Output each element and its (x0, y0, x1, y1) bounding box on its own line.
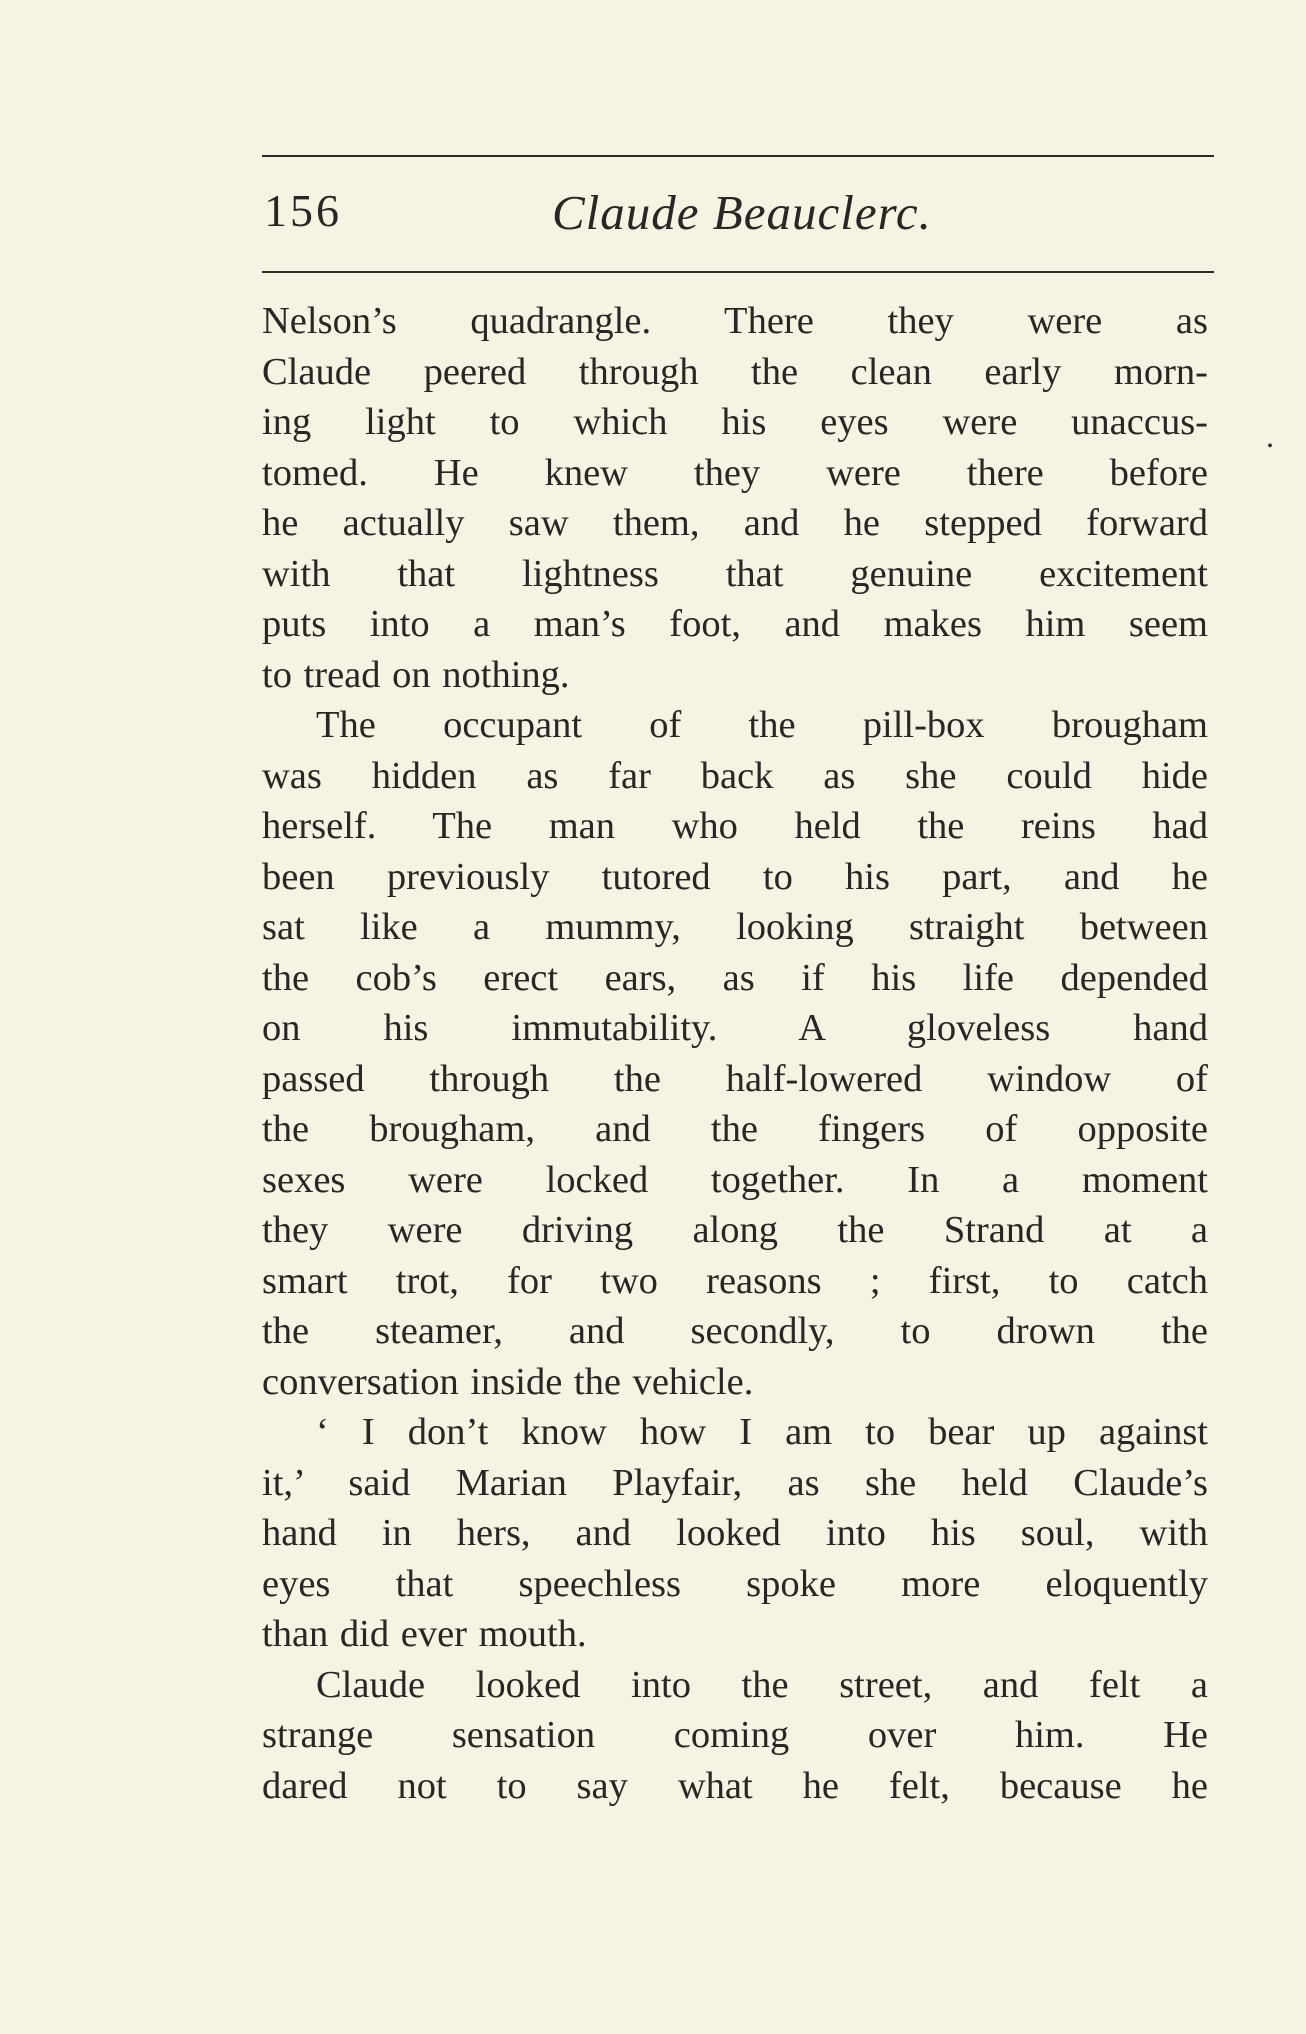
text-line: they were driving along the Strand at a (262, 1209, 1208, 1251)
page-number: 156 (264, 185, 342, 236)
text-line: he actually saw them, and he stepped forward (262, 502, 1208, 544)
text-line: eyes that speechless spoke more eloquently (262, 1562, 1208, 1605)
text-line: conversation inside the vehicle. (262, 1360, 754, 1403)
text-line: sexes were locked together. In a moment (262, 1158, 1208, 1201)
text-line: with that lightness that genuine excitement (262, 552, 1208, 595)
text-line: on his immutability. A gloveless hand (262, 1007, 1208, 1049)
text-line: hand in hers, and looked into his soul, with (262, 1512, 1208, 1554)
text-line: ing light to which his eyes were unaccus- (262, 401, 1208, 443)
header-rule-top (262, 155, 1214, 157)
text-line: was hidden as far back as she could hide (262, 754, 1208, 797)
text-line: strange sensation coming over him. He (262, 1714, 1208, 1756)
text-line: the brougham, and the fingers of opposite (262, 1108, 1208, 1150)
text-line: Nelson’s quadrangle. There they were as (262, 300, 1208, 342)
running-title: Claude Beauclerc. (552, 185, 932, 240)
text-line: Claude peered through the clean early morn- (262, 350, 1208, 393)
text-line: it,’ said Marian Playfair, as she held Claude’s (262, 1461, 1208, 1504)
text-line: than did ever mouth. (262, 1613, 587, 1655)
text-line: passed through the half-lowered window of (262, 1057, 1208, 1100)
header-rule-bottom (262, 271, 1214, 273)
text-line: The occupant of the pill-box brougham (316, 704, 1208, 746)
text-line: ‘ I don’t know how I am to bear up against (316, 1411, 1208, 1453)
text-line: tomed. He knew they were there before (262, 451, 1208, 494)
running-header (262, 178, 1214, 248)
text-line: puts into a man’s foot, and makes him seem (262, 603, 1208, 645)
text-line: the cob’s erect ears, as if his life depended (262, 956, 1208, 999)
text-line: the steamer, and secondly, to drown the (262, 1310, 1208, 1352)
body-text (262, 296, 1208, 1811)
text-line: dared not to say what he felt, because he (262, 1764, 1208, 1807)
text-line: to tread on nothing. (262, 653, 570, 696)
text-line: herself. The man who held the reins had (262, 805, 1208, 847)
margin-mark: . (1266, 418, 1274, 454)
text-line: Claude looked into the street, and felt a (316, 1663, 1208, 1706)
text-line: smart trot, for two reasons ; first, to catch (262, 1259, 1208, 1302)
text-line: sat like a mummy, looking straight between (262, 906, 1208, 948)
text-line: been previously tutored to his part, and he (262, 855, 1208, 898)
